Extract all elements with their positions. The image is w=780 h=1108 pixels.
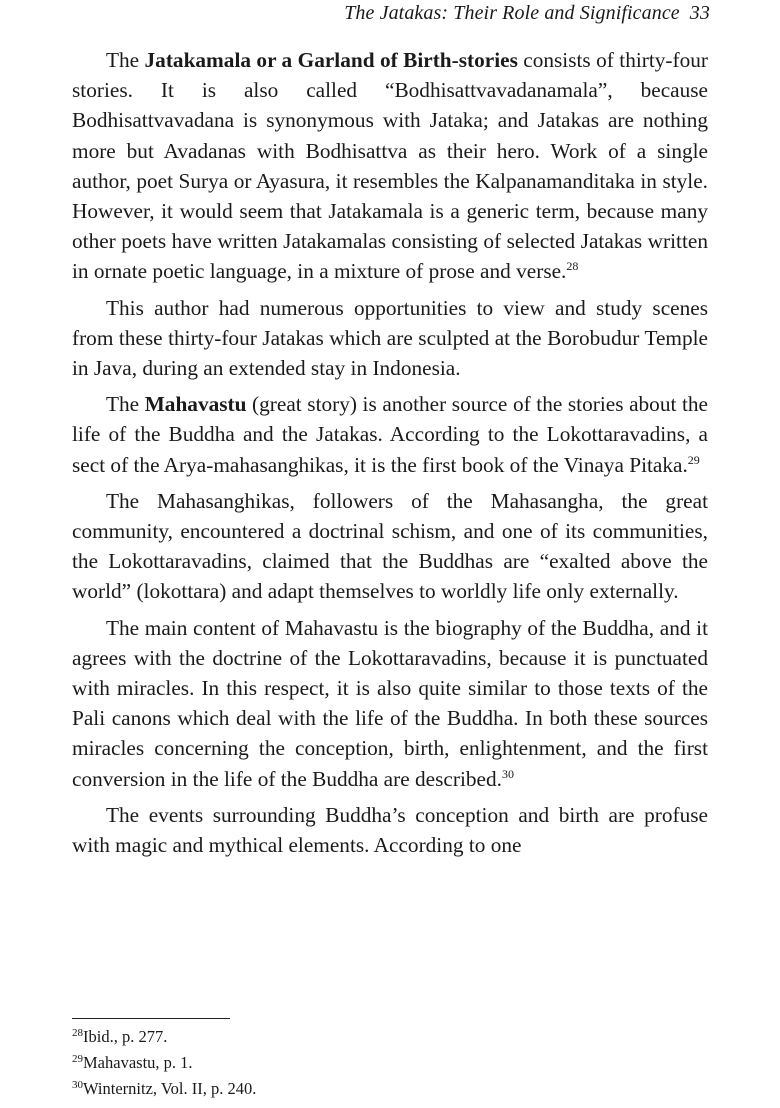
paragraph-mahavastu: The Mahavastu (great story) is another source of the stories about the life of the Buddha and the Jatakas. According to the Lokottaravadins, a sect of the Arya-mahasanghikas, it is the first book of the Vinaya Pitaka.$^{29}$	[72, 392, 708, 477]
footnote-ref-28[interactable]: 28	[566, 259, 579, 274]
footnote-29: $^{29}$Mahavastu, p. 1.	[72, 1053, 193, 1072]
footnotes	[72, 1024, 256, 1102]
footnote-ref-30[interactable]: 30	[501, 766, 514, 781]
body-text	[72, 45, 708, 866]
page-number: 33	[689, 2, 710, 24]
paragraph-events: The events surrounding Buddha’s conception and birth are profuse with magic and mythical elements. According to one	[72, 802, 708, 858]
term-mahavastu: Mahavastu	[144, 392, 247, 417]
paragraph-mahasanghikas: The Mahasanghikas, followers of the Mahasangha, the great community, encountered a doctrinal schism, and one of its communities, the Lokottaravadins, claimed that the Buddhas are “exalted above the world” (lokottara) and adapt themselves to worldly life only externally.	[72, 488, 708, 604]
footnote-divider	[72, 1018, 230, 1019]
running-header	[344, 2, 710, 25]
footnote-ref-29[interactable]: 29	[687, 452, 700, 467]
footnote-28: $^{28}$Ibid., p. 277.	[72, 1027, 168, 1046]
paragraph-borobudur: This author had numerous opportunities to view and study scenes from these thirty-four Jatakas which are sculpted at the Borobudur Temple in Java, during an extended stay in Indonesia.	[72, 295, 708, 381]
paragraph-jatakamala: The Jatakamala or a Garland of Birth-stories consists of thirty-four stories. It is also called “Bodhisattvavadanamala”, because Bodhisattvavadana is synonymous with Jataka; and Jatakas are nothing more but Avadanas with Bodhisattva as their hero. Work of a single author, poet Surya or Ayasura, it resembles the Kalpanamanditaka in style. However, it would seem that Jatakamala is a generic term, because many other poets have written Jatakamalas consisting of selected Jatakas written in ornate poetic language, in a mixture of prose and verse.$^{28}$	[72, 48, 709, 284]
paragraph-main-content: The main content of Mahavastu is the biography of the Buddha, and it agrees with the doctrine of the Lokottaravadins, because it is punctuated with miracles. In this respect, it is also quite similar to those texts of the Pali canons which deal with the life of the Buddha. In both these sources miracles concerning the conception, birth, enlightenment, and the first conversion in the life of the Buddha are described.$^{30}$	[72, 615, 708, 791]
footnote-30: $^{30}$Winternitz, Vol. II, p. 240.	[72, 1079, 257, 1098]
running-title: The Jatakas: Their Role and Significance	[344, 2, 680, 24]
term-jatakamala: Jatakamala or a Garland of Birth-stories	[144, 48, 518, 72]
